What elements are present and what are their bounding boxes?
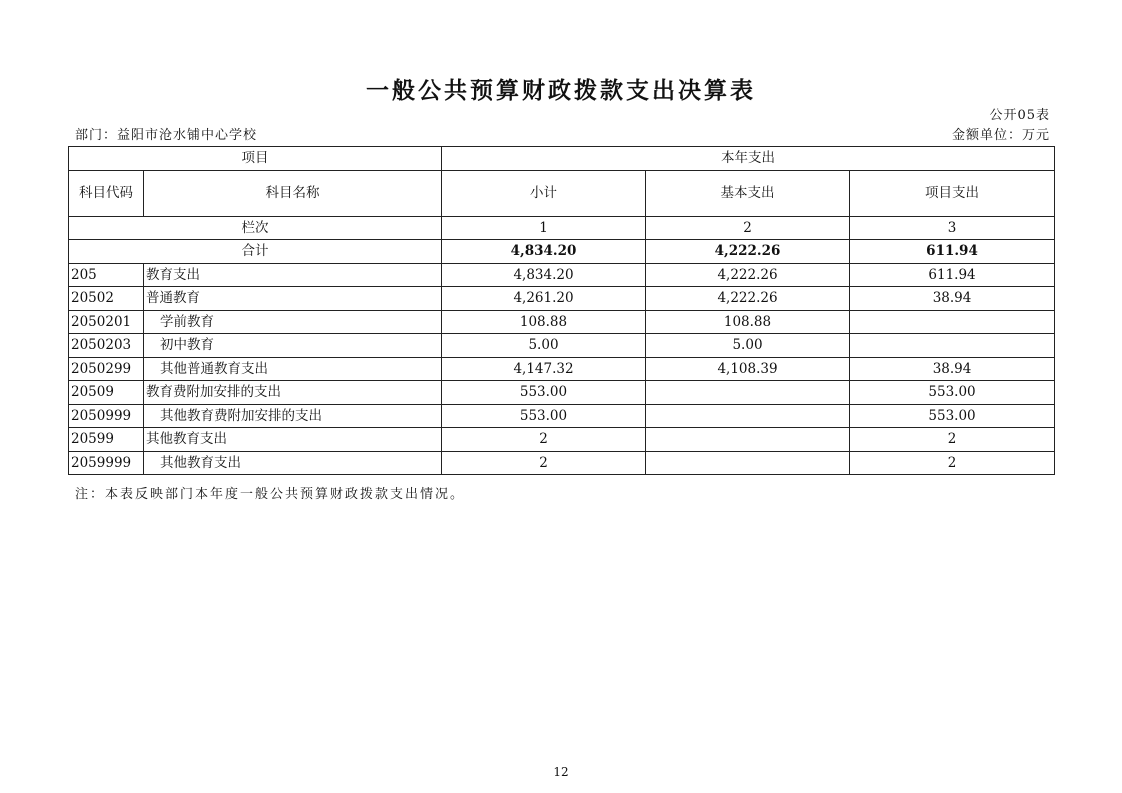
row-basic <box>646 404 850 428</box>
row-subtotal: 553.00 <box>442 381 646 405</box>
table-row <box>69 334 1055 358</box>
row-code: 20502 <box>69 287 144 311</box>
row-basic: 5.00 <box>646 334 850 358</box>
table-row <box>69 451 1055 475</box>
row-basic: 108.88 <box>646 310 850 334</box>
header-code: 科目代码 <box>69 170 144 216</box>
column-index-2: 2 <box>646 216 850 240</box>
row-basic <box>646 428 850 452</box>
total-row <box>69 240 1055 264</box>
header-name: 科目名称 <box>144 170 442 216</box>
row-project: 2 <box>850 428 1055 452</box>
row-code: 2059999 <box>69 451 144 475</box>
total-subtotal: 4,834.20 <box>442 240 646 264</box>
header-subtotal: 小计 <box>442 170 646 216</box>
row-project: 2 <box>850 451 1055 475</box>
row-project: 553.00 <box>850 404 1055 428</box>
row-name: 其他教育支出 <box>144 428 442 452</box>
form-number: 公开05表 <box>989 108 1050 123</box>
table-row <box>69 310 1055 334</box>
row-basic <box>646 451 850 475</box>
row-name: 教育支出 <box>144 263 442 287</box>
row-subtotal: 4,147.32 <box>442 357 646 381</box>
row-basic: 4,222.26 <box>646 287 850 311</box>
row-name: 其他教育费附加安排的支出 <box>144 404 442 428</box>
table-row <box>69 404 1055 428</box>
table-row <box>69 428 1055 452</box>
row-project: 38.94 <box>850 287 1055 311</box>
table-row <box>69 287 1055 311</box>
row-project <box>850 334 1055 358</box>
column-index-1: 1 <box>442 216 646 240</box>
column-index-label: 栏次 <box>69 216 442 240</box>
row-project: 38.94 <box>850 357 1055 381</box>
row-basic: 4,108.39 <box>646 357 850 381</box>
header-project: 项目支出 <box>850 170 1055 216</box>
header-row-2 <box>69 170 1055 216</box>
total-label: 合计 <box>69 240 442 264</box>
row-name: 学前教育 <box>144 310 442 334</box>
expenditure-table <box>68 146 1055 475</box>
row-subtotal: 553.00 <box>442 404 646 428</box>
row-code: 2050203 <box>69 334 144 358</box>
header-current-year: 本年支出 <box>442 147 1055 171</box>
page-number: 12 <box>553 765 569 779</box>
column-index-row <box>69 216 1055 240</box>
row-subtotal: 4,261.20 <box>442 287 646 311</box>
row-name: 其他普通教育支出 <box>144 357 442 381</box>
row-code: 2050999 <box>69 404 144 428</box>
row-code: 205 <box>69 263 144 287</box>
header-row-1 <box>69 147 1055 171</box>
table-row <box>69 357 1055 381</box>
header-basic: 基本支出 <box>646 170 850 216</box>
row-project: 611.94 <box>850 263 1055 287</box>
row-subtotal: 2 <box>442 451 646 475</box>
total-project: 611.94 <box>850 240 1055 264</box>
column-index-3: 3 <box>850 216 1055 240</box>
table-note: 注：本表反映部门本年度一般公共预算财政拨款支出情况。 <box>75 487 466 502</box>
row-basic: 4,222.26 <box>646 263 850 287</box>
row-code: 20599 <box>69 428 144 452</box>
row-code: 2050299 <box>69 357 144 381</box>
row-name: 其他教育支出 <box>144 451 442 475</box>
row-basic <box>646 381 850 405</box>
amount-unit-label: 金额单位：万元 <box>951 128 1050 143</box>
page-title: 一般公共预算财政拨款支出决算表 <box>366 78 756 104</box>
row-code: 20509 <box>69 381 144 405</box>
row-name: 教育费附加安排的支出 <box>144 381 442 405</box>
total-basic: 4,222.26 <box>646 240 850 264</box>
row-code: 2050201 <box>69 310 144 334</box>
table-row <box>69 381 1055 405</box>
row-subtotal: 5.00 <box>442 334 646 358</box>
row-name: 普通教育 <box>144 287 442 311</box>
row-project <box>850 310 1055 334</box>
header-item: 项目 <box>69 147 442 171</box>
row-subtotal: 4,834.20 <box>442 263 646 287</box>
row-subtotal: 108.88 <box>442 310 646 334</box>
row-project: 553.00 <box>850 381 1055 405</box>
department-label: 部门：益阳市沧水铺中心学校 <box>75 128 258 143</box>
row-subtotal: 2 <box>442 428 646 452</box>
table-row <box>69 263 1055 287</box>
row-name: 初中教育 <box>144 334 442 358</box>
